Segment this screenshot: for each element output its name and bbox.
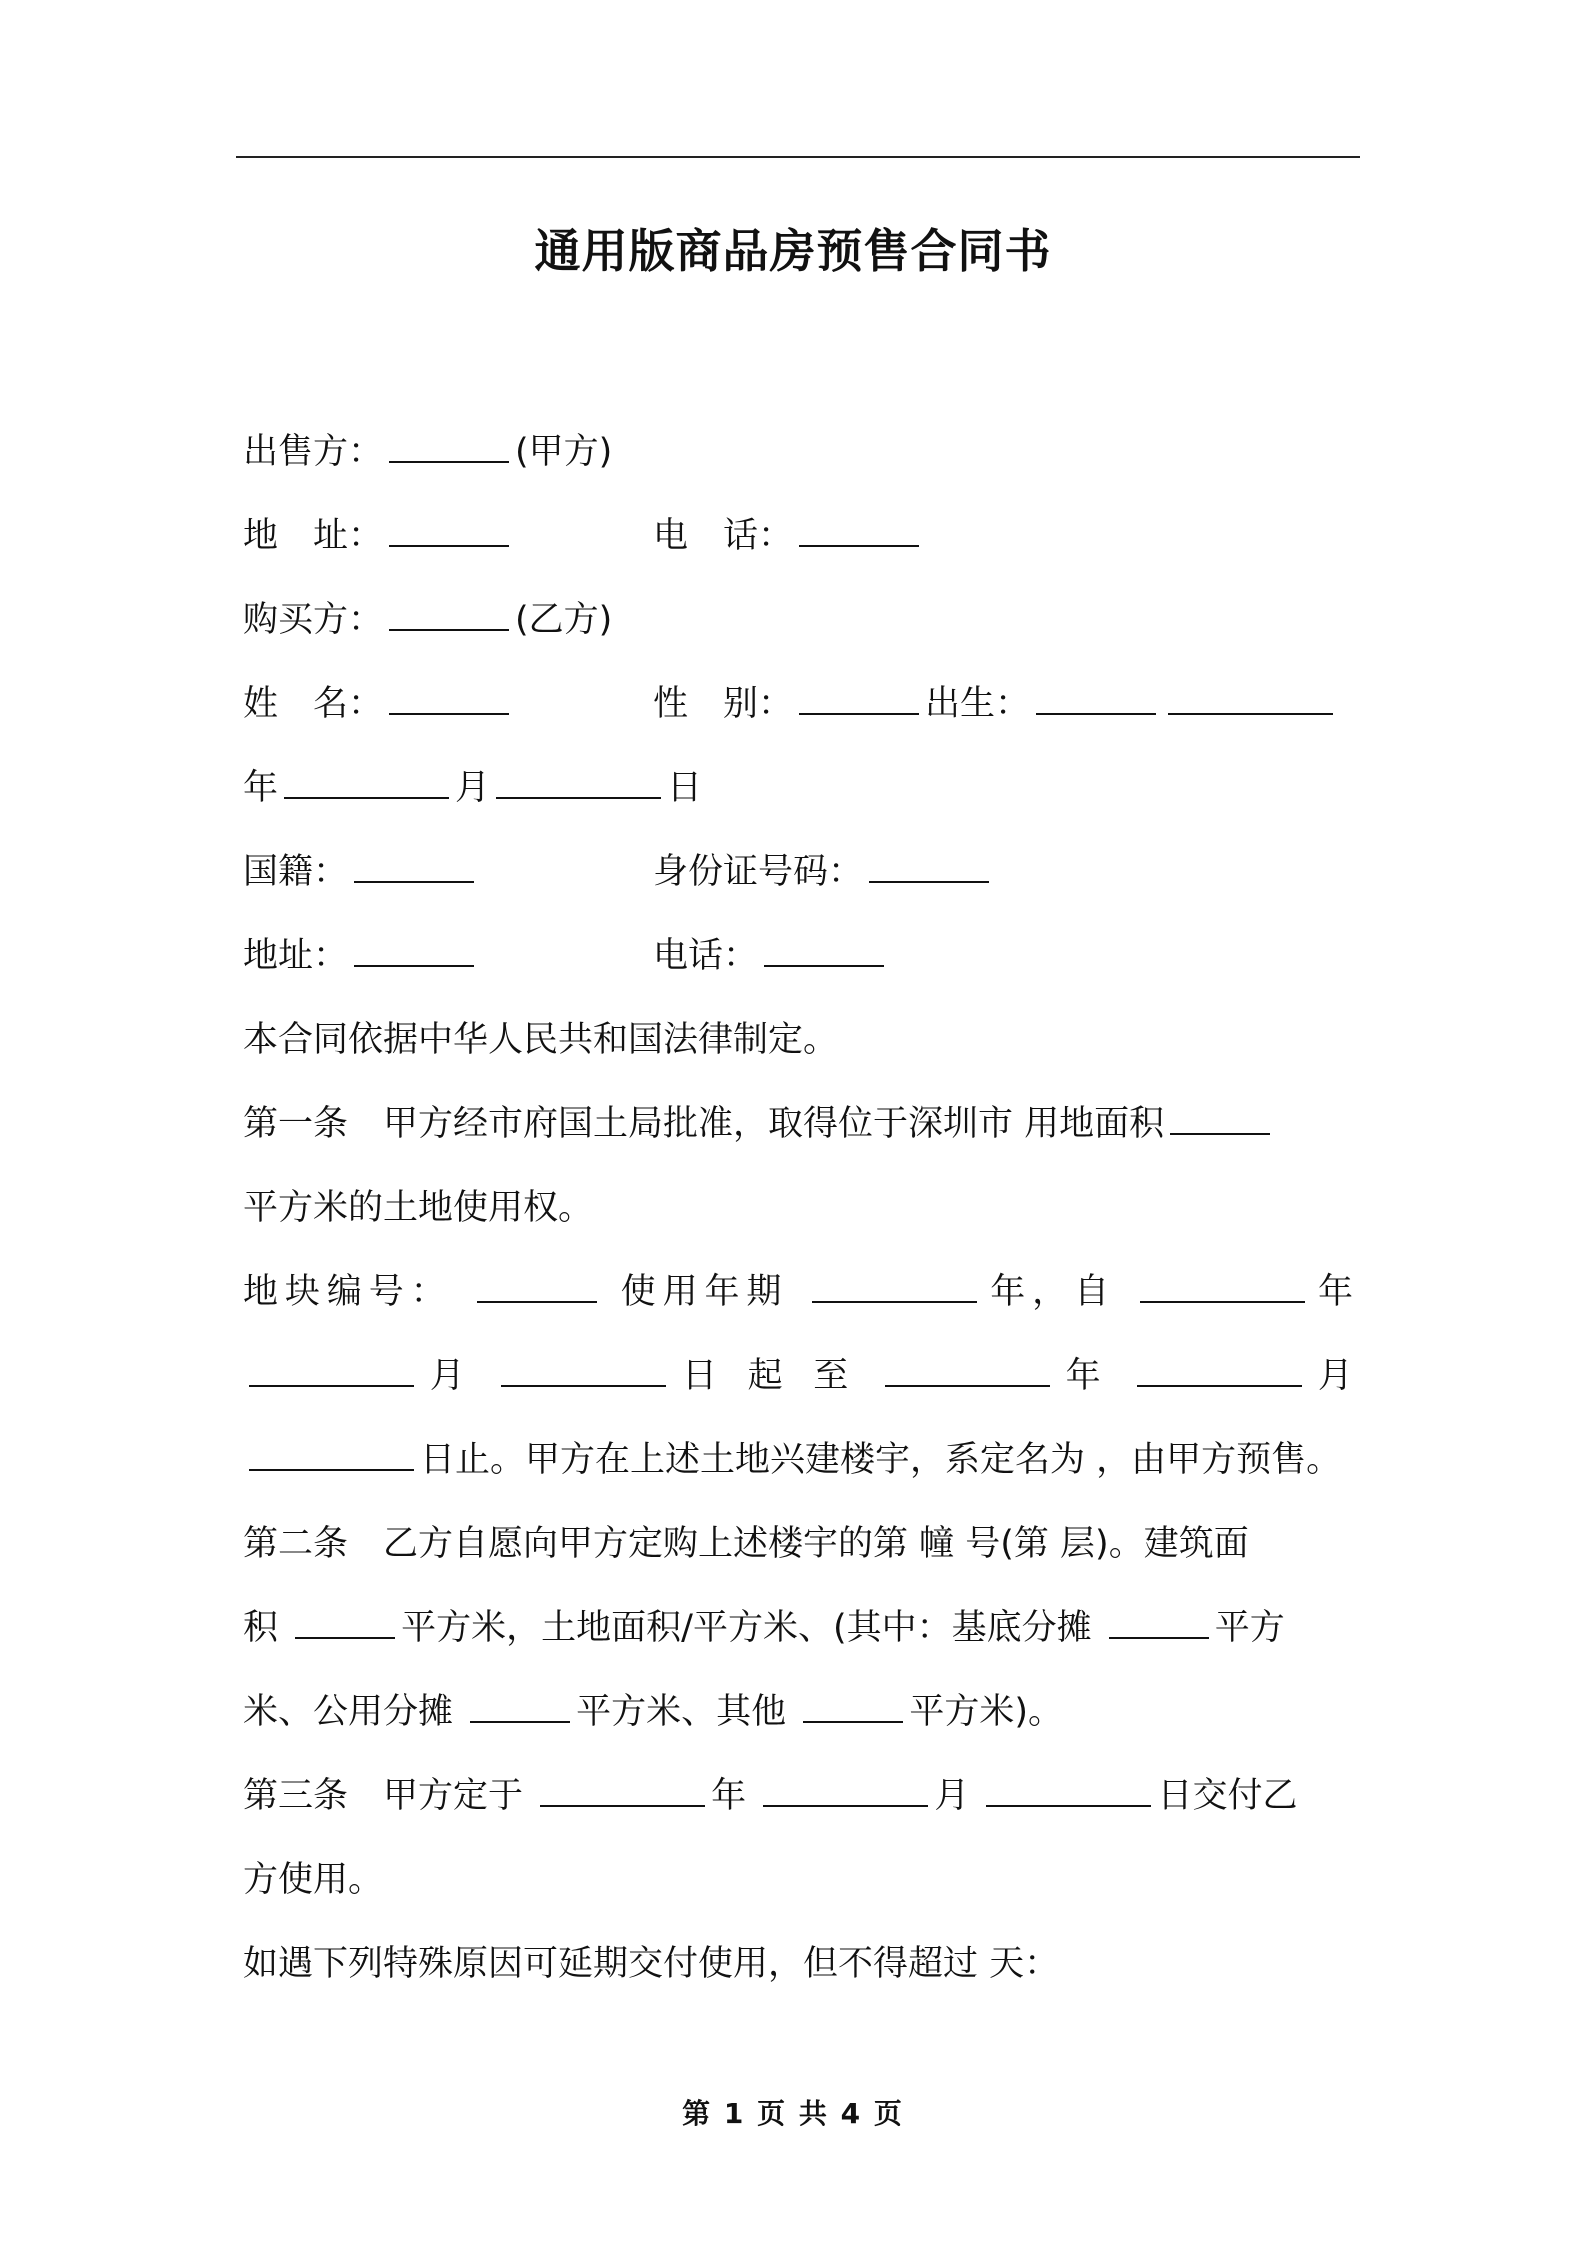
page-footer: 第 1 页 共 4 页: [682, 2097, 904, 2130]
delivery-month-blank[interactable]: [763, 1767, 928, 1807]
from-year-label: 年: [1311, 1272, 1353, 1312]
seller-suffix: (甲方): [515, 432, 613, 472]
delivery-day-blank[interactable]: [986, 1767, 1151, 1807]
seller-line: [243, 410, 1353, 494]
buyer-suffix: (乙方): [515, 600, 613, 640]
address-blank[interactable]: [389, 507, 509, 547]
id-number-label: 身份证号码：: [653, 852, 864, 892]
article-3-line-1: [243, 1754, 1353, 1838]
article-3-line-2: [243, 1838, 1353, 1922]
article-2-line-3: [243, 1670, 1353, 1754]
seller-blank[interactable]: [389, 423, 509, 463]
article-2-text-c1: 米、公用分摊: [243, 1692, 454, 1732]
basis-line: [243, 998, 1353, 1082]
month-blank[interactable]: [284, 759, 449, 799]
name-gender-birth-line: [243, 662, 1353, 746]
plot-line-1: [243, 1250, 1353, 1334]
gender-blank[interactable]: [799, 675, 919, 715]
gender-label: 性 别：: [653, 684, 794, 724]
from-month-blank[interactable]: [249, 1347, 414, 1387]
phone-label: 电 话：: [653, 516, 794, 556]
article-2-line-2: [243, 1586, 1353, 1670]
buyer-blank[interactable]: [389, 591, 509, 631]
article-2-text-b2: 平方米，土地面积/平方米、(其中：基底分摊: [401, 1608, 1092, 1648]
to-month-blank[interactable]: [1137, 1347, 1302, 1387]
name-blank[interactable]: [389, 675, 509, 715]
public-share-blank[interactable]: [470, 1683, 570, 1723]
contract-body: [243, 410, 1353, 2006]
address-label: 地 址：: [243, 516, 384, 556]
article-3-text-b: 方使用。: [243, 1860, 384, 1900]
address-phone-line-1: [243, 494, 1353, 578]
buyer-label: 购买方：: [243, 600, 384, 640]
article-1-text-a: 第一条 甲方经市府国土局批准，取得位于深圳市 用地面积: [243, 1104, 1165, 1144]
day-label: 日: [667, 768, 703, 808]
other-area-blank[interactable]: [803, 1683, 903, 1723]
plot-number-label: 地块编号：: [243, 1272, 453, 1312]
article-2-text-a: 第二条 乙方自愿向甲方定购上述楼宇的第 幢 号(第 层)。建筑面: [243, 1524, 1249, 1564]
birth-blank-1[interactable]: [1036, 675, 1156, 715]
year-label: 年: [243, 768, 279, 808]
article-2-text-b1: 积: [243, 1608, 279, 1648]
day-blank[interactable]: [496, 759, 661, 799]
header-rule: [236, 156, 1360, 158]
month-label: 月: [455, 768, 491, 808]
article-3-text-a2: 年: [711, 1776, 747, 1816]
delay-line: [243, 1922, 1353, 2006]
name-label: 姓 名：: [243, 684, 384, 724]
basis-text: 本合同依据中华人民共和国法律制定。: [243, 1020, 839, 1060]
delivery-year-blank[interactable]: [540, 1767, 705, 1807]
birth-label: 出生：: [925, 684, 1031, 724]
nationality-blank[interactable]: [354, 843, 474, 883]
plot-line-2: [243, 1334, 1353, 1418]
article-1-line-1: [243, 1082, 1353, 1166]
article-2-text-c2: 平方米、其他: [576, 1692, 787, 1732]
article-1-text-b: 平方米的土地使用权。: [243, 1188, 594, 1228]
term-label: 使用年期: [620, 1272, 789, 1312]
from-month-label: 月: [420, 1356, 475, 1396]
nationality-label: 国籍：: [243, 852, 349, 892]
to-year-blank[interactable]: [885, 1347, 1050, 1387]
base-share-blank[interactable]: [1109, 1599, 1209, 1639]
from-day-blank[interactable]: [501, 1347, 666, 1387]
term-years-blank[interactable]: [812, 1263, 977, 1303]
delay-text: 如遇下列特殊原因可延期交付使用，但不得超过 天：: [243, 1944, 1060, 1984]
article-3-text-a1: 第三条 甲方定于: [243, 1776, 524, 1816]
article-2-text-b3: 平方: [1214, 1608, 1285, 1648]
plot-text-end: 日止。甲方在上述土地兴建楼宇，系定名为 ，由甲方预售。: [420, 1440, 1342, 1480]
phone-blank[interactable]: [799, 507, 919, 547]
birth-blank-2[interactable]: [1168, 675, 1333, 715]
address-label-2: 地址：: [243, 936, 349, 976]
address-phone-line-2: [243, 914, 1353, 998]
article-2-text-c3: 平方米)。: [909, 1692, 1063, 1732]
to-day-blank[interactable]: [249, 1431, 414, 1471]
address-blank-2[interactable]: [354, 927, 474, 967]
building-area-blank[interactable]: [295, 1599, 395, 1639]
birth-date-line: [243, 746, 1353, 830]
plot-number-blank[interactable]: [477, 1263, 597, 1303]
plot-line-3: [243, 1418, 1353, 1502]
id-number-blank[interactable]: [869, 843, 989, 883]
to-year-label: 年: [1055, 1356, 1111, 1396]
land-area-blank[interactable]: [1170, 1095, 1270, 1135]
to-month-label: 月: [1308, 1356, 1353, 1396]
term-from-label: 年，自: [983, 1272, 1116, 1312]
article-1-line-2: [243, 1166, 1353, 1250]
phone-label-2: 电话：: [653, 936, 759, 976]
article-3-text-a4: 日交付乙: [1157, 1776, 1298, 1816]
document-title: 通用版商品房预售合同书: [534, 224, 1052, 278]
article-3-text-a3: 月: [934, 1776, 970, 1816]
from-day-to-label: 日 起 至: [672, 1356, 858, 1396]
phone-blank-2[interactable]: [764, 927, 884, 967]
nationality-id-line: [243, 830, 1353, 914]
seller-label: 出售方：: [243, 432, 384, 472]
buyer-line: [243, 578, 1353, 662]
article-2-line-1: [243, 1502, 1353, 1586]
from-year-blank[interactable]: [1140, 1263, 1305, 1303]
